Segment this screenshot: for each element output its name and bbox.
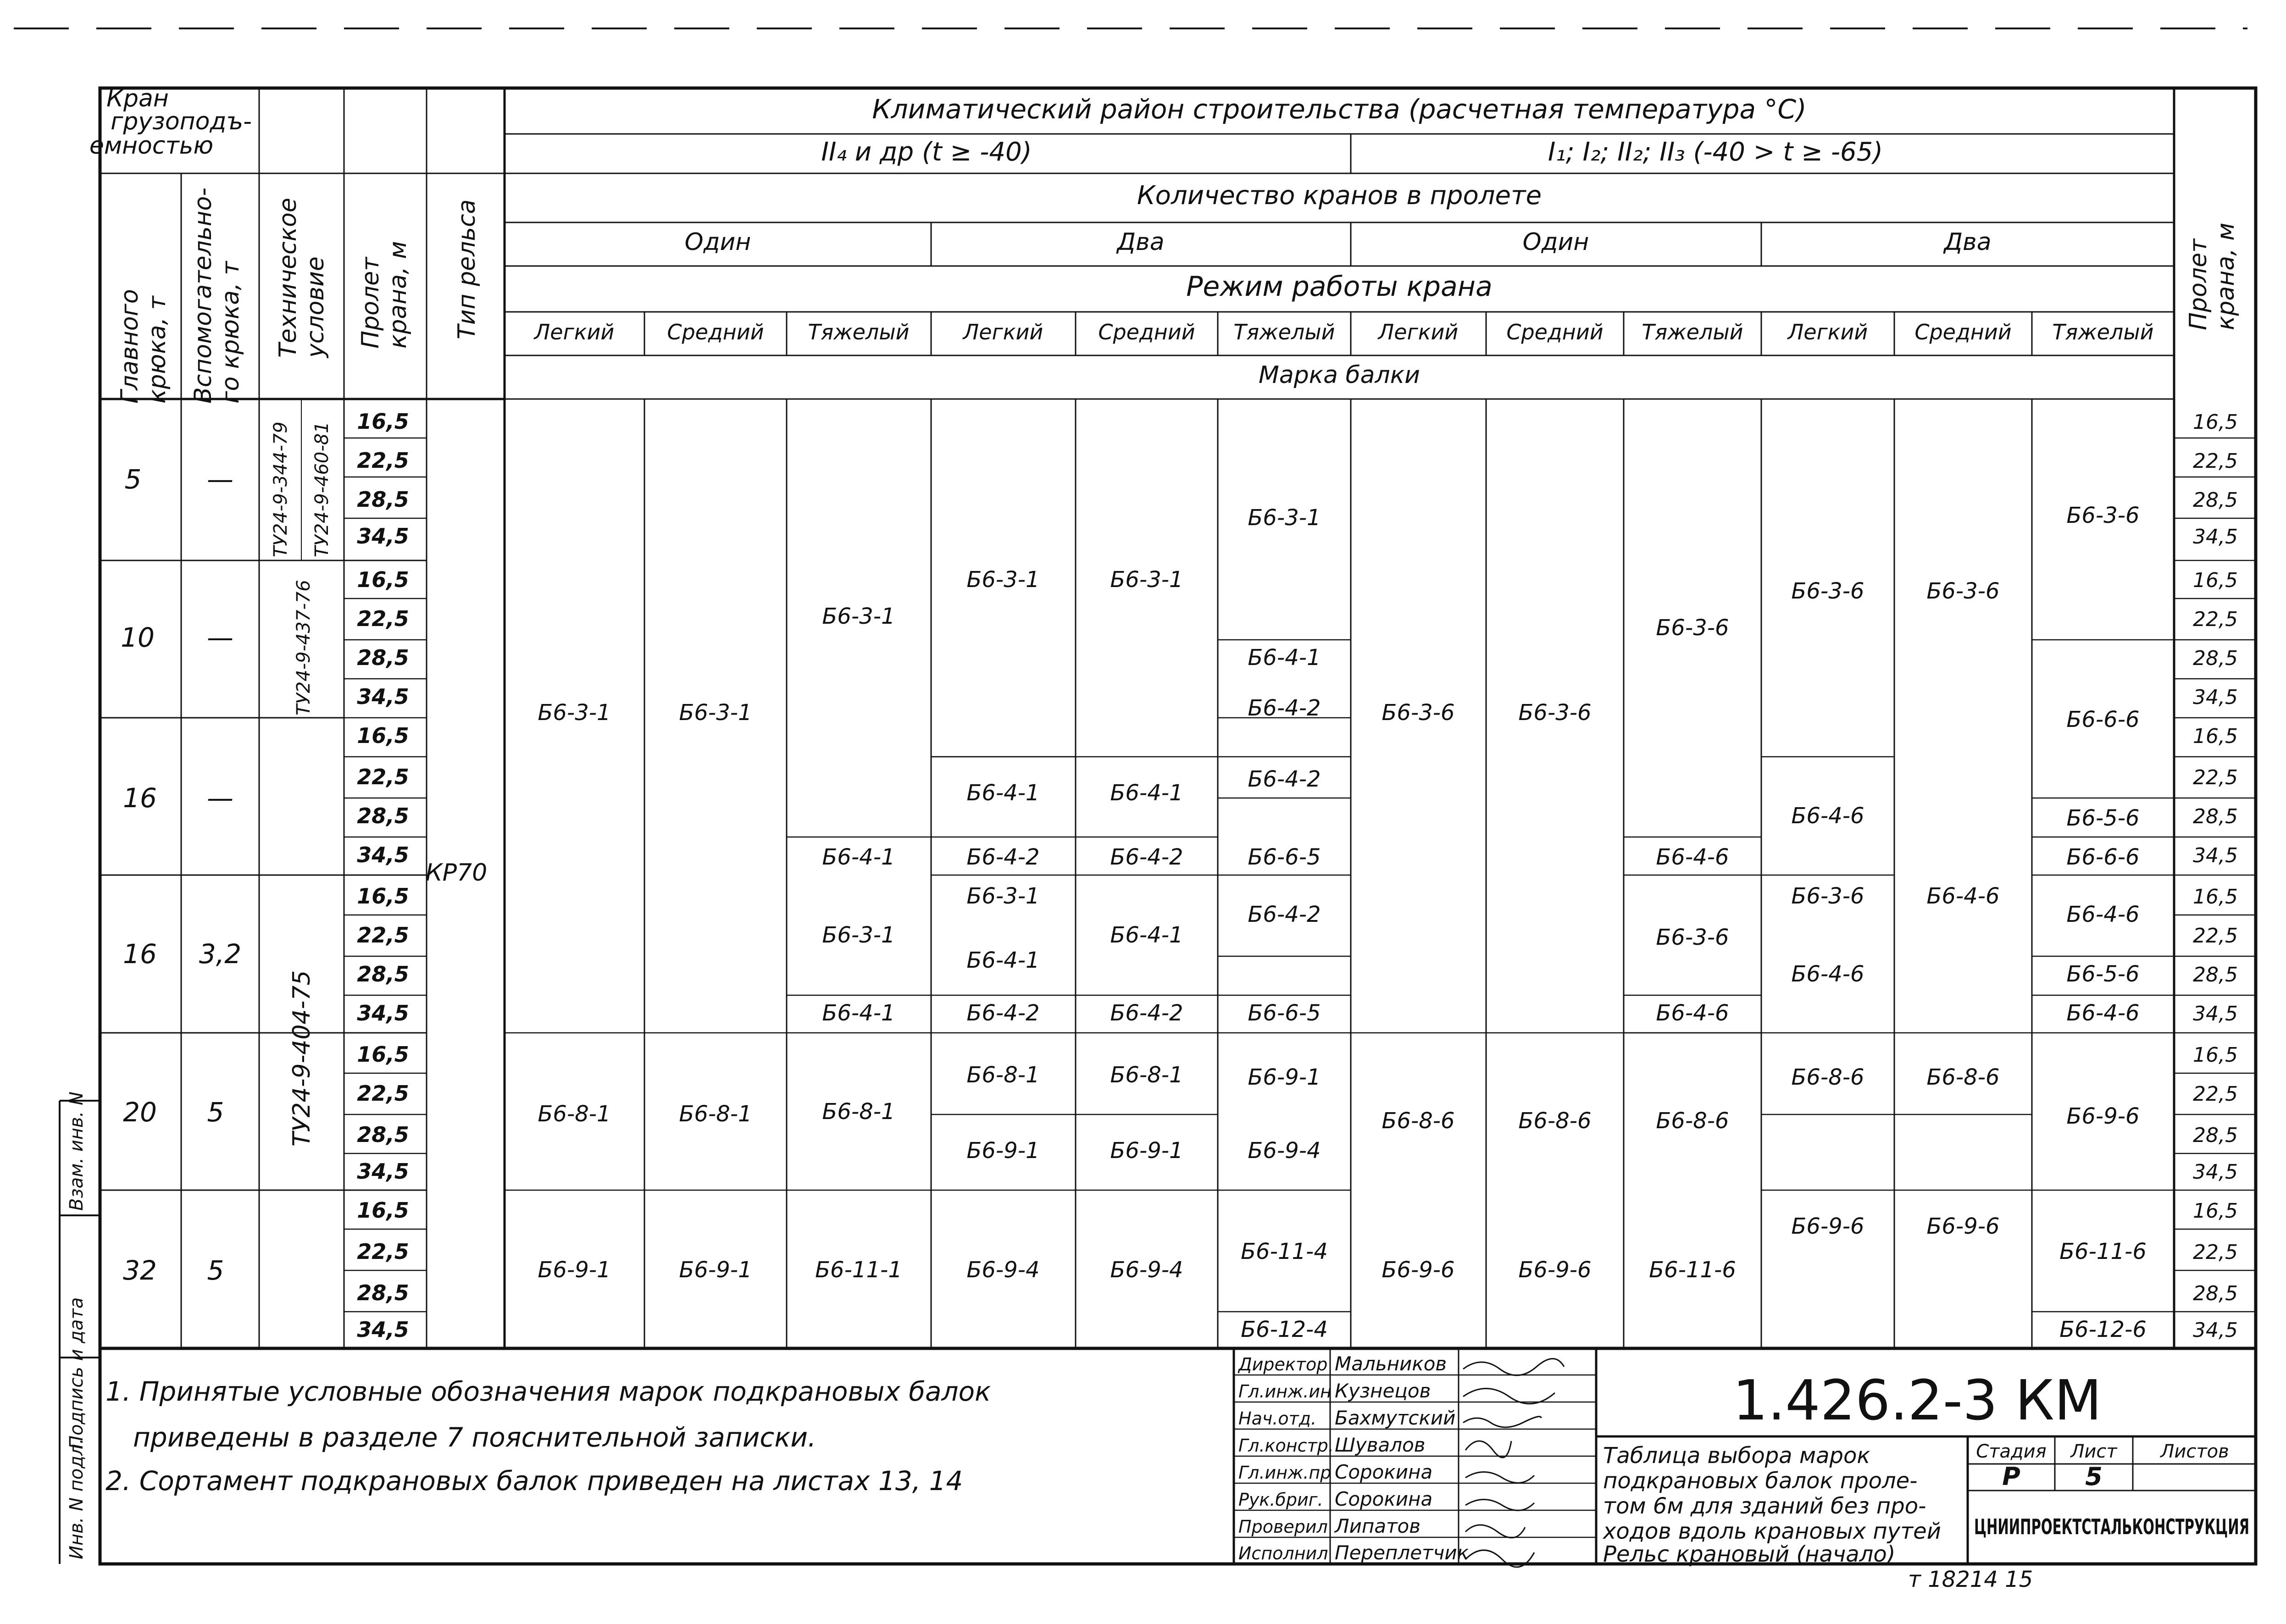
span-r-23: 28,5	[2193, 1282, 2238, 1305]
duty-medium-4: Средний	[1914, 320, 2012, 344]
name-4: Шувалов	[1335, 1434, 1426, 1456]
title-line-2: подкрановых балок проле-	[1603, 1468, 1918, 1494]
group-aux-6: 5	[207, 1255, 224, 1286]
beam-cell: Б6-3-1	[966, 567, 1040, 593]
header-spec-2: условие	[302, 256, 329, 358]
span-9: 16,5	[357, 723, 409, 748]
beam-cell: Б6-4-6	[1791, 961, 1864, 987]
beam-cell: Б6-4-6	[1656, 844, 1729, 870]
beam-cell: Б6-11-6	[2059, 1239, 2147, 1264]
span-21: 16,5	[357, 1198, 409, 1223]
beam-cell: Б6-11-1	[815, 1257, 902, 1283]
span-r-5: 16,5	[2193, 569, 2238, 592]
span-17: 16,5	[357, 1042, 409, 1067]
beam-cell: Б6-8-6	[1382, 1108, 1455, 1134]
beam-cell: Б6-3-1	[679, 700, 752, 726]
role-5: Гл.инж.пр	[1238, 1463, 1332, 1483]
beam-cell: Б6-11-6	[1649, 1257, 1736, 1283]
beam-cell: Б6-4-1	[822, 1000, 895, 1026]
header-one-b: Один	[1522, 228, 1589, 256]
beam-cell: Б6-4-2	[966, 844, 1040, 870]
beam-cell: Б6-9-1	[966, 1138, 1040, 1164]
title-line-4: ходов вдоль крановых путей	[1603, 1519, 1941, 1544]
beam-cell: Б6-4-2	[966, 1000, 1040, 1026]
sheet-value: 5	[2085, 1462, 2103, 1491]
span-r-9: 16,5	[2193, 725, 2238, 748]
role-8: Исполнил	[1238, 1543, 1328, 1563]
beam-cell: Б6-4-2	[1248, 695, 1321, 721]
header-duty-mode: Режим работы крана	[1186, 271, 1493, 303]
beam-cell: Б6-4-6	[1656, 1000, 1729, 1026]
span-r-13: 16,5	[2193, 885, 2238, 909]
rail-type: КР70	[425, 859, 488, 887]
stamp-inv-label: Инв. N подл.	[66, 1438, 87, 1559]
group-main-4: 16	[123, 938, 157, 970]
role-6: Рук.бриг.	[1238, 1490, 1323, 1510]
beam-cell: Б6-3-6	[1791, 883, 1864, 909]
note-1: 1. Принятые условные обозначения марок подкрановых балок	[105, 1376, 991, 1407]
span-22: 22,5	[357, 1239, 409, 1264]
header-main-hook-1: Главного	[116, 289, 144, 404]
span-r-7: 28,5	[2193, 647, 2238, 670]
span-r-17: 16,5	[2193, 1043, 2238, 1067]
span-r-19: 28,5	[2193, 1124, 2238, 1147]
group-aux-1: —	[207, 464, 233, 495]
beam-cell: Б6-4-6	[1791, 803, 1864, 829]
beam-cell: Б6-9-6	[1791, 1214, 1864, 1239]
spec-2: ТУ24-9-460-81	[311, 421, 333, 557]
beam-cell: Б6-4-2	[1110, 1000, 1183, 1026]
beam-cell: Б6-3-1	[822, 922, 895, 948]
beam-cell: Б6-4-1	[966, 948, 1040, 973]
sheet-label: Лист	[2070, 1441, 2117, 1462]
span-r-24: 34,5	[2193, 1319, 2238, 1342]
group-main-6: 32	[123, 1255, 157, 1286]
span-14: 22,5	[357, 923, 409, 948]
beam-cell: Б6-8-1	[1110, 1062, 1183, 1088]
header-beam-mark: Марка балки	[1259, 361, 1420, 389]
duty-light-1: Легкий	[534, 320, 615, 344]
name-2: Кузнецов	[1335, 1380, 1431, 1402]
title-line-1: Таблица выбора марок	[1603, 1443, 1870, 1469]
header-two-a: Два	[1117, 228, 1165, 256]
span-7: 28,5	[357, 645, 409, 670]
beam-cell: Б6-8-1	[679, 1101, 752, 1127]
beam-cell: Б6-8-6	[1656, 1108, 1729, 1134]
name-6: Сорокина	[1335, 1488, 1433, 1510]
beam-cell: Б6-4-1	[822, 844, 895, 870]
stage-label: Стадия	[1976, 1441, 2047, 1462]
header-climate-a: II₄ и др (t ≥ -40)	[821, 137, 1032, 167]
span-r-6: 22,5	[2193, 608, 2238, 631]
header-spec-1: Техническое	[274, 198, 302, 358]
group-aux-2: —	[207, 622, 233, 653]
span-r-1: 16,5	[2193, 410, 2238, 434]
beam-cell: Б6-8-6	[1518, 1108, 1592, 1134]
beam-cell: Б6-12-6	[2059, 1317, 2147, 1342]
beam-cell: Б6-9-6	[2066, 1103, 2140, 1129]
beam-cell: Б6-9-1	[1110, 1138, 1183, 1164]
duty-light-3: Легкий	[1378, 320, 1459, 344]
note-1-cont: приведены в разделе 7 пояснительной записки.	[133, 1422, 816, 1453]
span-1: 16,5	[357, 409, 409, 434]
span-10: 22,5	[357, 765, 409, 789]
span-6: 22,5	[357, 606, 409, 631]
duty-heavy-3: Тяжелый	[1642, 320, 1743, 344]
beam-cell: Б6-3-6	[1926, 578, 2000, 604]
beam-cell: Б6-6-6	[2066, 844, 2140, 870]
spec-3: ТУ24-9-437-76	[293, 580, 314, 715]
beam-cell: Б6-5-6	[2066, 961, 2140, 987]
header-crane-count: Количество кранов в пролете	[1137, 181, 1542, 211]
name-7: Липатов	[1335, 1515, 1420, 1537]
organization-name: ЦНИИПРОЕКТСТАЛЬКОНСТРУКЦИЯ	[1974, 1514, 2249, 1539]
span-r-12: 34,5	[2193, 844, 2238, 867]
header-crane-line2: грузоподъ-	[111, 108, 252, 135]
beam-cell: Б6-4-2	[1248, 902, 1321, 927]
stamp-sign-label: Подпись и дата	[66, 1297, 87, 1449]
header-rail-type: Тип рельса	[453, 199, 481, 339]
spec-4: ТУ24-9-404-75	[288, 970, 316, 1147]
span-r-8: 34,5	[2193, 686, 2238, 709]
beam-cell: Б6-6-5	[1248, 844, 1321, 870]
group-main-5: 20	[123, 1097, 157, 1128]
beam-cell: Б6-8-6	[1791, 1064, 1864, 1090]
header-span-1: Пролет	[357, 257, 384, 349]
span-2: 22,5	[357, 448, 409, 473]
span-24: 34,5	[357, 1317, 409, 1342]
duty-medium-1: Средний	[667, 320, 764, 344]
role-7: Проверил	[1238, 1517, 1328, 1537]
beam-cell: Б6-3-1	[1110, 567, 1183, 593]
header-span-right-2: крана, м	[2212, 222, 2240, 330]
role-4: Гл.констр.	[1238, 1436, 1334, 1456]
beam-cell: Б6-9-6	[1926, 1214, 2000, 1239]
beam-cell: Б6-5-6	[2066, 805, 2140, 831]
span-r-20: 34,5	[2193, 1160, 2238, 1184]
beam-cell: Б6-3-1	[1248, 505, 1321, 531]
header-span-2: крана, м	[384, 241, 412, 349]
span-4: 34,5	[357, 524, 409, 549]
span-r-2: 22,5	[2193, 449, 2238, 473]
name-3: Бахмутский	[1335, 1407, 1456, 1429]
beam-cell: Б6-12-4	[1241, 1317, 1328, 1342]
duty-light-4: Легкий	[1787, 320, 1868, 344]
span-5: 16,5	[357, 567, 409, 592]
span-23: 28,5	[357, 1280, 409, 1305]
beam-cell: Б6-9-4	[1248, 1138, 1321, 1164]
header-aux-hook-2: го крюка, т	[217, 261, 244, 404]
name-8: Переплетчик	[1335, 1541, 1469, 1564]
span-13: 16,5	[357, 884, 409, 909]
beam-cell: Б6-8-6	[1926, 1064, 2000, 1090]
beam-cell: Б6-4-6	[2066, 1000, 2140, 1026]
beam-cell: Б6-9-1	[538, 1257, 611, 1283]
beam-cell: Б6-4-1	[1248, 645, 1321, 671]
beam-cell: Б6-3-1	[538, 700, 611, 726]
beam-cell: Б6-3-1	[822, 604, 895, 629]
group-aux-3: —	[207, 782, 233, 814]
title-line-3: том 6м для зданий без про-	[1603, 1493, 1926, 1519]
span-r-16: 34,5	[2193, 1002, 2238, 1025]
note-2: 2. Сортамент подкрановых балок приведен на листах 13, 14	[105, 1465, 963, 1497]
header-aux-hook-1: Вспомогательно-	[189, 187, 217, 404]
stamp-replace-label: Взам. инв. N	[66, 1092, 87, 1211]
header-climate: Климатический район строительства (расчетная температура °С)	[872, 94, 1807, 125]
span-r-15: 28,5	[2193, 963, 2238, 987]
beam-cell: Б6-8-1	[822, 1099, 895, 1125]
beam-cell: Б6-6-6	[2066, 707, 2140, 732]
duty-medium-3: Средний	[1506, 320, 1604, 344]
beam-cell: Б6-4-2	[1248, 766, 1321, 792]
beam-cell: Б6-11-4	[1241, 1239, 1328, 1264]
header-crane-line1: Кран	[106, 85, 169, 112]
span-19: 28,5	[357, 1122, 409, 1147]
duty-heavy-4: Тяжелый	[2052, 320, 2154, 344]
beam-cell: Б6-4-1	[1110, 780, 1183, 806]
duty-heavy-1: Тяжелый	[808, 320, 910, 344]
beam-cell: Б6-9-6	[1518, 1257, 1592, 1283]
role-3: Нач.отд.	[1238, 1408, 1317, 1429]
group-main-1: 5	[124, 464, 142, 495]
span-11: 28,5	[357, 804, 409, 828]
header-main-hook-2: крюка, т	[144, 296, 171, 404]
duty-medium-2: Средний	[1098, 320, 1195, 344]
span-r-4: 34,5	[2193, 525, 2238, 549]
span-18: 22,5	[357, 1081, 409, 1106]
name-5: Сорокина	[1335, 1461, 1433, 1483]
beam-cell: Б6-3-6	[1656, 925, 1729, 950]
duty-light-2: Легкий	[963, 320, 1043, 344]
span-r-14: 22,5	[2193, 924, 2238, 948]
header-climate-b: I₁; I₂; II₂; II₃ (-40 > t ≥ -65)	[1548, 137, 1883, 167]
span-r-3: 28,5	[2193, 488, 2238, 512]
span-16: 34,5	[357, 1001, 409, 1025]
header-crane-line3: емностью	[89, 132, 214, 160]
name-1: Мальников	[1335, 1352, 1447, 1375]
role-2: Гл.инж.ин	[1238, 1381, 1332, 1402]
bottom-mark: т 18214 15	[1908, 1567, 2033, 1592]
beam-cell: Б6-3-6	[1791, 578, 1864, 604]
group-main-3: 16	[123, 782, 157, 814]
beam-cell: Б6-6-5	[1248, 1000, 1321, 1026]
beam-cell: Б6-9-1	[679, 1257, 752, 1283]
header-one-a: Один	[684, 228, 751, 256]
span-12: 34,5	[357, 842, 409, 867]
spec-1: ТУ24-9-344-79	[270, 421, 291, 557]
beam-cell: Б6-3-6	[1656, 615, 1729, 641]
span-20: 34,5	[357, 1159, 409, 1184]
beam-cell: Б6-8-1	[538, 1101, 611, 1127]
beam-cell: Б6-9-1	[1248, 1064, 1321, 1090]
group-aux-4: 3,2	[199, 938, 242, 970]
span-r-18: 22,5	[2193, 1082, 2238, 1106]
beam-cell: Б6-9-4	[1110, 1257, 1183, 1283]
beam-cell: Б6-9-4	[966, 1257, 1040, 1283]
beam-cell: Б6-3-6	[1382, 700, 1455, 726]
beam-cell: Б6-4-6	[1926, 883, 2000, 909]
role-1: Директор	[1238, 1354, 1328, 1375]
header-span-right-1: Пролет	[2185, 238, 2212, 330]
beam-cell: Б6-3-6	[1518, 700, 1592, 726]
beam-cell: Б6-4-1	[966, 780, 1040, 806]
span-r-11: 28,5	[2193, 805, 2238, 828]
span-8: 34,5	[357, 684, 409, 709]
header-two-b: Два	[1944, 228, 1992, 256]
beam-cell: Б6-4-6	[2066, 902, 2140, 927]
span-r-22: 22,5	[2193, 1241, 2238, 1264]
group-aux-5: 5	[207, 1097, 224, 1128]
stage-value: Р	[2002, 1462, 2020, 1491]
beam-cell: Б6-9-6	[1382, 1257, 1455, 1283]
beam-cell: Б6-3-6	[2066, 503, 2140, 528]
document-code: 1.426.2-3 КМ	[1732, 1369, 2102, 1433]
sheets-label: Листов	[2160, 1441, 2229, 1462]
span-3: 28,5	[357, 487, 409, 512]
beam-cell: Б6-8-1	[966, 1062, 1040, 1088]
beam-cell: Б6-3-1	[966, 883, 1040, 909]
group-main-2: 10	[121, 622, 155, 653]
span-r-10: 22,5	[2193, 766, 2238, 789]
duty-heavy-2: Тяжелый	[1233, 320, 1335, 344]
span-15: 28,5	[357, 962, 409, 987]
beam-cell: Б6-4-2	[1110, 844, 1183, 870]
title-line-5: Рельс крановый (начало)	[1603, 1541, 1896, 1567]
beam-cell: Б6-4-1	[1110, 922, 1183, 948]
span-r-21: 16,5	[2193, 1199, 2238, 1223]
